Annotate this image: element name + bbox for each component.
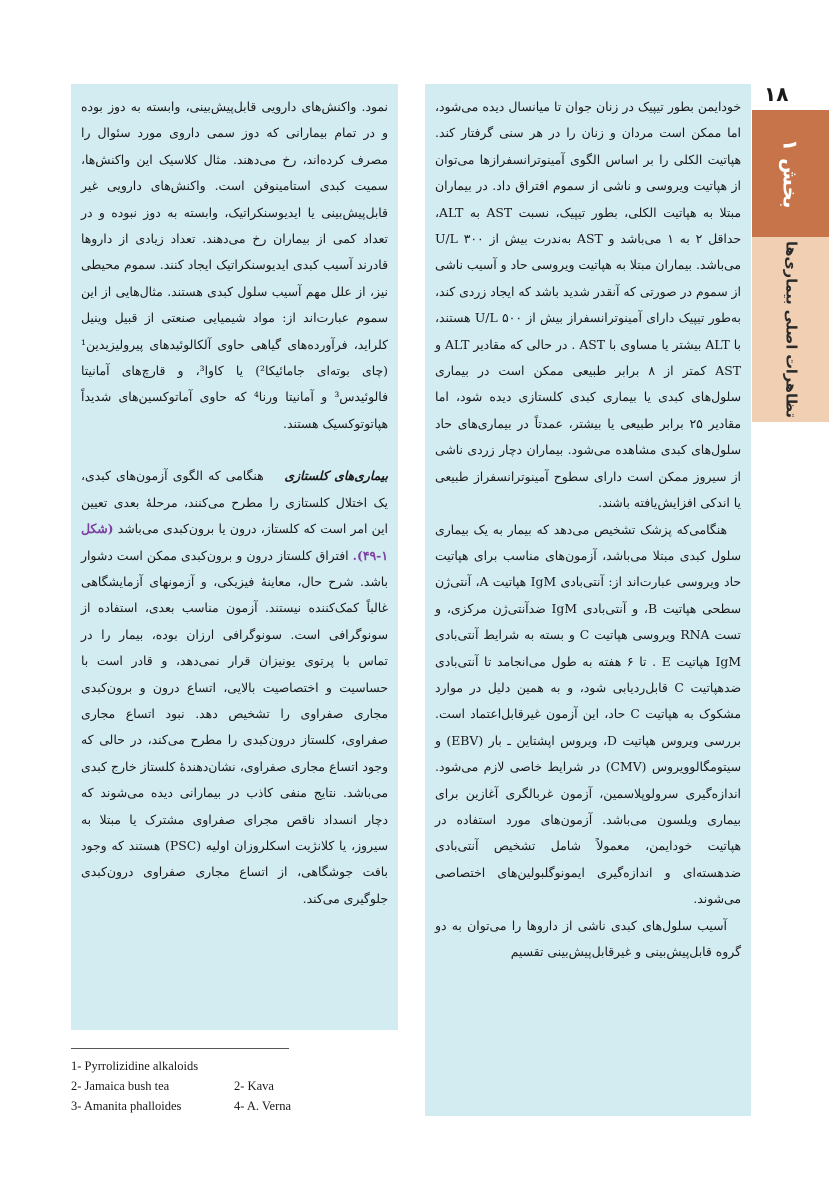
body-text: هنگامی که الگوی آزمون‌های کبدی، یک اختلال کلستازی را مطرح می‌کنند، مرحلهٔ بعدی تعیین این امر است که کلستاز، درون یا برون‌کبدی می‌باشد xyxy=(81,468,388,537)
section-tab-label: بخش ۱ xyxy=(778,138,803,209)
body-text: افتراق کلستاز درون و برون‌کبدی ممکن است دشوار باشد. شرح حال، معاینهٔ فیزیکی، و آزمونهای آزمایشگاهی غالباً کمک‌کننده نیستند. آزمون مناسب بعدی، استفاده از سونوگرافی است. سونوگرافی ارزان بوده، بیمار را در تماس با پرتوی یونیزان قرار نمی‌دهد، و قادر است با حساسیت و اختصاصیت بالایی، اتساع درون و برون‌کبدی مجاری صفراوی را تشخیص دهد. نبود اتساع مجاری صفراوی، کلستاز درون‌کبدی را مطرح می‌کند، در حالی که وجود اتساع مجاری صفراوی، نشان‌دهندهٔ کلستاز خارج کبدی می‌باشد. نتایج منفی کاذب در بیمارانی دیده می‌شوند که دچار انسداد ناقص مجرای صفراوی مشترک یا مبتلا به سیروز، یا کلانژیت اسکلروزان اولیه (PSC) هستند که وجود بافت جوشگاهی، از اتساع مجاری صفراوی درون‌کبدی جلوگیری می‌کند. xyxy=(81,547,388,906)
footnote: 3- Amanita phalloides xyxy=(71,1099,182,1113)
footnote: 4- A. Verna xyxy=(234,1099,292,1113)
page-number: ۱۸ xyxy=(764,82,789,106)
footnotes xyxy=(71,1056,371,1116)
section-tab xyxy=(752,110,829,237)
section-heading: بیماری‌های کلستازی xyxy=(284,468,388,484)
footnote-row xyxy=(71,1096,371,1116)
footnote: 2- Kava xyxy=(234,1079,274,1093)
body-paragraph: نمود. واکنش‌های دارویی قابل‌پیش‌بینی، وابسته به دوز بوده و در تمام بیمارانی که دوز سمی داروی مورد سئوال را مصرف کرده‌اند، رخ می‌دهند. مثال کلاسیک این واکنش‌ها، سمیت کبدی استامینوفن است. واکنش‌های دارویی غیر قابل‌پیش‌بینی یا ایدیوسنکراتیک، وابسته به دوز نبوده و در تعداد کمی از بیماران رخ می‌دهند. تعداد زیادی از داروها قادرند آسیب کبدی ایدیوسنکراتیک ایجاد کنند. سموم محیطی نیز، از علل مهم آسیب سلول کبدی هستند. مثال‌هایی از این سموم عبارت‌اند از: مواد شیمیایی صنعتی از قبیل وینیل کلراید، فرآورده‌های گیاهی حاوی آلکالوئیدهای پیرولیزیدین¹ (چای بوته‌ای جامائیکا²) یا کاوا³، و قارچ‌های آمانیتا فالوئیدس³ و آمانیتا ورنا⁴ که حاوی آماتوکسین‌های شدیداً هپاتوتوکسیک هستند. xyxy=(81,99,388,431)
footnote: 1- Pyrrolizidine alkaloids xyxy=(71,1059,199,1073)
body-paragraph: آسیب سلول‌های کبدی ناشی از داروها را می‌توان به دو گروه قابل‌پیش‌بینی و غیرقابل‌پیش‌بینی تقسیم xyxy=(435,917,741,959)
figure-reference-link[interactable]: (شکل ۱-۴۹). xyxy=(81,521,388,563)
body-paragraph: هنگامی‌که پزشک تشخیص می‌دهد که بیمار به یک بیماری سلول کبدی مبتلا می‌باشد، آزمون‌های مناسب برای هپاتیت حاد ویروسی عبارت‌اند از: آنتی‌بادی IgM هپاتیت A، آنتی‌ژن سطحی هپاتیت B، و آنتی‌بادی IgM ضدآنتی‌ژن مرکزی، و تست RNA ویروسی هپاتیت C و بسته به شرایط آنتی‌بادی IgM هپاتیت E . تا ۶ هفته به طول می‌انجامد تا آنتی‌بادی ضدهپاتیت C قابل‌ردیابی شود، و به همین دلیل در موارد مشکوک به هپاتیت C حاد، این آزمون غیرقابل‌اعتماد است. بررسی ویروس هپاتیت D، ویروس اپشتاین ـ بار (EBV) و سیتومگالوویروس (CMV) در شرایط خاصی لازم می‌شود. اندازه‌گیری سرولوپلاسمین، آزمون غربالگری آغازین برای بیماری ویلسون می‌باشد. آزمون‌های مورد استفاده در هپاتیت خودایمن، معمولاً شامل تشخیص آنتی‌بادی ضدهسته‌ای و اندازه‌گیری ایمونوگلبولین‌های اختصاصی می‌شوند. xyxy=(435,521,742,907)
footnote-divider xyxy=(71,1048,289,1049)
body-paragraph: خودایمن بطور تیپیک در زنان جوان تا میانسال دیده می‌شود، اما ممکن است مردان و زنان را در هر سنی گرفتار کند. هپاتیت الکلی را بر اساس الگوی آمینوترانسفرازها می‌توان از هپاتیت ویروسی و ناشی از سموم افتراق داد. در بیماران مبتلا به هپاتیت الکلی، بطور تیپیک، نسبت AST به ALT، حداقل ۲ به ۱ می‌باشد و AST به‌ندرت بیش از ۳۰۰ U/L می‌باشد. بیماران مبتلا به هپاتیت ویروسی حاد و آسیب ناشی از سموم در صورتی که آنقدر شدید باشد که ایجاد زردی کند، به‌طور تیپیک دارای آمینوترانسفراز بیش از ۵۰۰ U/L هستند، با ALT بیشتر یا مساوی با AST . در حالی که مقادیر ALT و AST کمتر از ۸ برابر طبیعی ممکن است در بیماری سلول‌های کبدی یا بیماری کبدی کلستازی دیده شود، اما مقادیر ۲۵ برابر طبیعی یا بیشتر، عمدتاً در بیماری‌های حاد سلول‌های کبدی مشاهده می‌شود. بیماران دچار زردی ناشی از سیروز ممکن است دارای سطوح آمینوترانسفراز طبیعی یا اندکی افزایش‌یافته باشند. xyxy=(435,99,742,511)
footnote-row xyxy=(71,1076,371,1096)
cholestatic-section xyxy=(81,463,388,912)
chapter-tab-label: تظاهرات اصلی بیماری‌ها xyxy=(782,241,799,418)
footnote: 2- Jamaica bush tea xyxy=(71,1079,170,1093)
right-text-column xyxy=(425,84,751,1116)
left-text-column xyxy=(71,84,398,1030)
chapter-tab xyxy=(752,237,829,422)
